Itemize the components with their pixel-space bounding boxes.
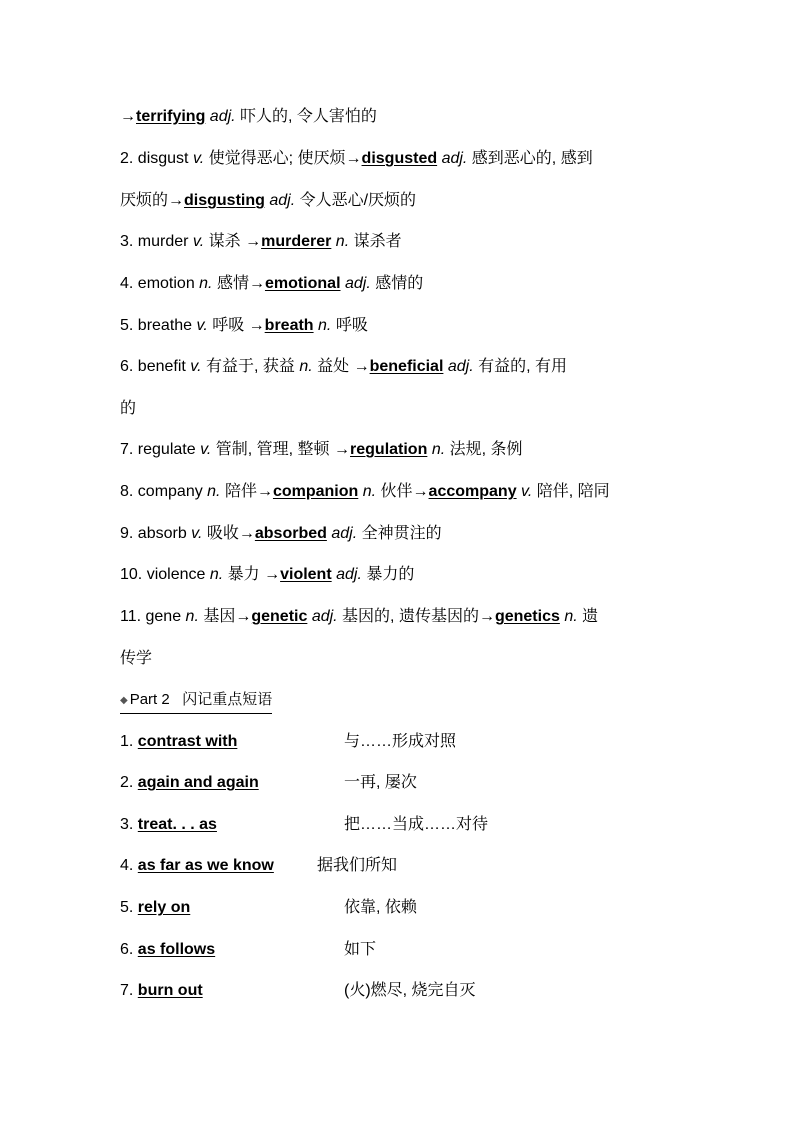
meaning-text: 的 [120, 400, 137, 417]
phrase-number: 3. [120, 816, 138, 833]
answer-word: emotional [264, 275, 341, 292]
part-of-speech: n. [564, 608, 578, 625]
meaning-text: 令人恶心/厌烦的 [295, 192, 417, 209]
section-label: Part 2 [129, 691, 170, 708]
phrase-meaning: (火)燃尽, 烧完自灭 [344, 982, 476, 999]
meaning-text: 伙伴→ [376, 483, 429, 500]
phrase-meaning: 一再, 屡次 [344, 774, 417, 791]
phrase-meaning: 如下 [344, 941, 377, 958]
part-of-speech: v. [521, 483, 533, 500]
vocab-line-continuation [120, 648, 680, 670]
part-of-speech: v. [190, 358, 202, 375]
meaning-text: 呼吸 → [207, 317, 265, 334]
vocab-line-company [120, 481, 680, 503]
vocab-line-terrifying [120, 106, 680, 128]
vocab-headword: 10. violence [120, 566, 210, 583]
part-of-speech: v. [200, 441, 212, 458]
part-of-speech: n. [362, 483, 377, 500]
part-of-speech: adj. [441, 150, 468, 167]
answer-word: disgusted [361, 150, 438, 167]
meaning-text: 陪伴, 陪同 [532, 483, 610, 500]
phrase-meaning: 与……形成对照 [344, 733, 457, 750]
meaning-text: 基因→ [198, 608, 252, 625]
meaning-text: 厌烦的→ [120, 192, 185, 209]
phrase-term: treat. . . as [137, 816, 217, 833]
vocab-line-disgusting [120, 190, 680, 212]
vocab-line-benefit [120, 356, 680, 378]
part-of-speech: n. [207, 483, 221, 500]
part-of-speech: n. [199, 275, 213, 292]
phrase-meaning: 依靠, 依赖 [344, 899, 417, 916]
phrase-number: 2. [120, 774, 138, 791]
phrase-meaning: 据我们所知 [317, 857, 398, 874]
vocab-line-continuation [120, 398, 680, 420]
answer-word: accompany [428, 483, 517, 500]
meaning-text: 遗 [577, 608, 599, 625]
part-of-speech: adj. [269, 192, 296, 209]
meaning-text: 吸收→ [202, 525, 255, 542]
vocab-line-emotion [120, 273, 680, 295]
phrase-term: burn out [137, 982, 203, 999]
part-of-speech: n. [335, 233, 350, 250]
meaning-text: 有益于, 获益 [201, 358, 300, 375]
meaning-text: 感到恶心的, 感到 [467, 150, 593, 167]
part-of-speech: adj. [209, 108, 236, 125]
answer-word: absorbed [254, 525, 327, 542]
meaning-text: 使觉得恶心; 使厌烦→ [204, 150, 362, 167]
vocab-headword: 3. murder [120, 233, 193, 250]
vocab-line-absorb [120, 523, 680, 545]
meaning-text: 陪伴→ [220, 483, 273, 500]
phrase-number: 5. [120, 899, 138, 916]
phrase-term: as far as we know [137, 857, 274, 874]
phrase-number: 4. [120, 857, 138, 874]
part-of-speech: adj. [311, 608, 338, 625]
answer-word: beneficial [369, 358, 444, 375]
vocab-headword: 9. absorb [120, 525, 192, 542]
vocab-line-violence [120, 564, 680, 586]
vocab-headword: 7. regulate [120, 441, 201, 458]
vocab-headword: 4. emotion [120, 275, 200, 292]
part-of-speech: n. [299, 358, 313, 375]
meaning-text: 感情→ [212, 275, 265, 292]
answer-word: violent [280, 566, 332, 583]
meaning-text: 有益的, 有用 [473, 358, 567, 375]
part-of-speech: n. [431, 441, 446, 458]
phrase-number: 7. [120, 982, 138, 999]
vocab-line-breathe [120, 315, 680, 337]
vocab-line-disgust [120, 148, 680, 170]
part-of-speech: n. [209, 566, 224, 583]
meaning-text: 传学 [120, 650, 153, 667]
answer-word: terrifying [136, 108, 206, 125]
part-of-speech: n. [185, 608, 199, 625]
vocab-headword: 11. gene [120, 608, 186, 625]
part-of-speech: v. [191, 525, 203, 542]
answer-word: regulation [350, 441, 428, 458]
phrase-term: as follows [137, 941, 216, 958]
meaning-text: 益处 → [312, 358, 370, 375]
vocab-headword: 5. breathe [120, 317, 197, 334]
meaning-text: 吓人的, 令人害怕的 [235, 108, 377, 125]
meaning-text: 管制, 管理, 整顿 → [211, 441, 351, 458]
meaning-text: 暴力的 [361, 566, 415, 583]
part-of-speech: n. [318, 317, 332, 334]
phrase-term: again and again [137, 774, 259, 791]
phrase-number: 1. [120, 733, 138, 750]
part-of-speech: adj. [336, 566, 362, 583]
vocab-line-gene [120, 606, 680, 628]
meaning-text: 全神贯注的 [357, 525, 442, 542]
section-title: 闪记重点短语 [182, 691, 273, 708]
part-of-speech: v. [196, 317, 208, 334]
answer-word: companion [272, 483, 359, 500]
part-of-speech: adj. [331, 525, 358, 542]
vocab-headword: 2. disgust [120, 150, 193, 167]
arrow-text: → [120, 108, 136, 125]
answer-word: genetic [251, 608, 308, 625]
meaning-text: 法规, 条例 [445, 441, 523, 458]
vocab-line-murder [120, 231, 680, 253]
answer-word: genetics [494, 608, 560, 625]
meaning-text: 基因的, 遗传基因的→ [337, 608, 495, 625]
vocab-headword: 6. benefit [120, 358, 191, 375]
phrase-meaning: 把……当成……对待 [344, 816, 489, 833]
vocab-headword: 8. company [120, 483, 208, 500]
phrase-number: 6. [120, 941, 138, 958]
part-of-speech: v. [192, 150, 205, 167]
meaning-text: 谋杀 → [204, 233, 262, 250]
meaning-text: 暴力 → [223, 566, 281, 583]
phrase-term: rely on [137, 899, 191, 916]
section-heading [120, 689, 272, 714]
answer-word: disgusting [184, 192, 265, 209]
meaning-text: 谋杀者 [349, 233, 402, 250]
part-of-speech: adj. [447, 358, 474, 375]
diamond-bullet-icon: ◆ [120, 695, 128, 706]
part-of-speech: adj. [344, 275, 371, 292]
meaning-text: 呼吸 [331, 317, 368, 334]
meaning-text: 感情的 [370, 275, 424, 292]
answer-word: breath [264, 317, 314, 334]
vocab-line-regulate [120, 439, 680, 461]
part-of-speech: v. [192, 233, 205, 250]
phrase-term: contrast with [137, 733, 238, 750]
answer-word: murderer [261, 233, 332, 250]
